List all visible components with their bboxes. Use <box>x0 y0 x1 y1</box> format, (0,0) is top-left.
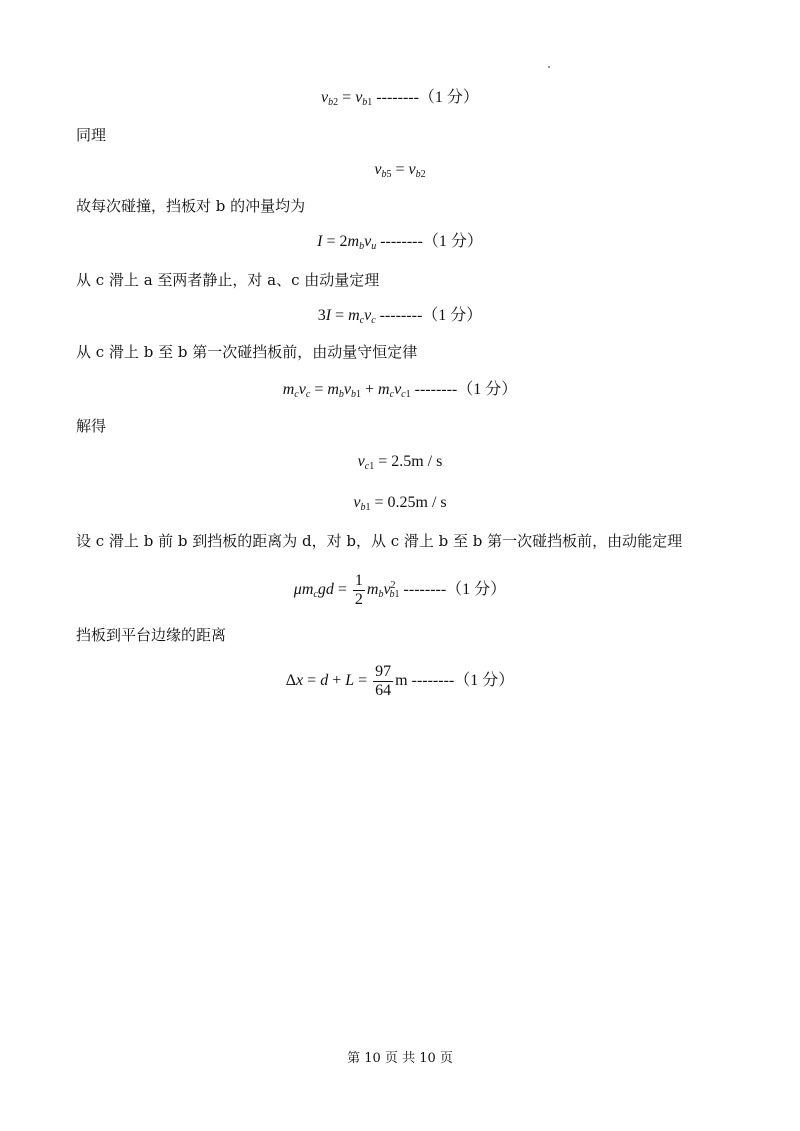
score-mark: --------（1 分） <box>379 307 483 324</box>
score-mark: --------（1 分） <box>376 89 479 106</box>
fraction-one-half: $\frac{1}{2}$ <box>354 571 363 608</box>
scan-speck <box>548 66 550 68</box>
page-footer: 第 10 页 共 10 页 <box>347 1051 453 1066</box>
equation-vb2-vb1: $v_{b2} = v_{b1}$ --------（1 分） <box>321 89 479 108</box>
equation-vb5-vb2: $v_{b5} = v_{b2}$ <box>374 161 426 180</box>
score-mark: --------（1 分） <box>403 581 507 598</box>
fraction-97-64: $\frac{97}{64}$ <box>375 662 392 699</box>
text-tongli: 同理 <box>76 126 107 144</box>
vc1-value: 2.5m / s <box>391 453 443 470</box>
equation-3I: $3I = m_cv_c$ --------（1 分） <box>317 307 483 326</box>
equation-momentum-conservation: $m_cv_c = m_bv_{b1} + m_cv_{c1}$ --------（1 分） <box>282 381 518 400</box>
score-mark: --------（1 分） <box>414 381 518 398</box>
text-jiede: 解得 <box>76 417 107 435</box>
equation-work-energy: $\mu m_cgd$ = $\frac{1}{2}$ $m_bv^2_{b1}$ --------（1 分） <box>293 571 507 608</box>
text-barrier-distance: 挡板到平台边缘的距离 <box>76 626 227 644</box>
vb1-value: 0.25m / s <box>387 494 447 511</box>
text-impulse-statement: 故每次碰撞，挡板对 b 的冲量均为 <box>76 197 306 215</box>
equation-vc1: $v_{c1} = 2.5m / s$ <box>357 453 443 472</box>
score-mark: --------（1 分） <box>411 672 515 689</box>
text-momentum-conservation: 从 c 滑上 b 至 b 第一次碰挡板前，由动量守恒定律 <box>76 343 418 361</box>
equation-vb1: $v_{b1} = 0.25m / s$ <box>353 494 447 513</box>
text-distance-setup: 设 c 滑上 b 前 b 到挡板的距离为 d，对 b，从 c 滑上 b 至 b 第一次碰挡板前，由动能定理 <box>76 532 683 550</box>
equation-delta-x: Δx = d + L = $\frac{97}{64}$ m --------（1 分） <box>285 662 515 699</box>
score-mark: --------（1 分） <box>380 233 483 250</box>
text-momentum-theorem: 从 c 滑上 a 至两者静止，对 a、c 由动量定理 <box>76 271 380 289</box>
equation-impulse: $I = 2m_bv_u$ --------（1 分） <box>317 233 483 252</box>
